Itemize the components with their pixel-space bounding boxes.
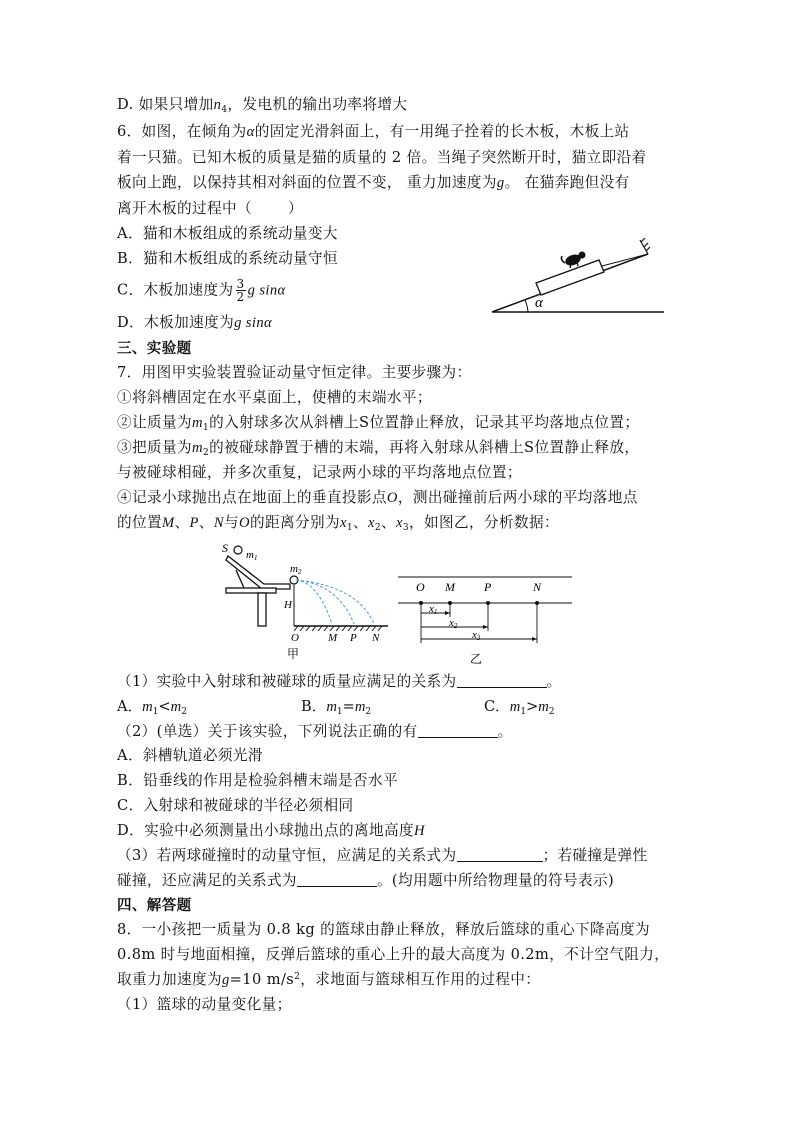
fraction-3-2	[236, 278, 246, 303]
q7-text: ，如图乙，分析数据：	[409, 514, 559, 531]
caption-yi: 乙	[470, 652, 483, 666]
label-n: N	[533, 580, 542, 594]
q6-option-a	[117, 224, 338, 244]
q6-text: 着一只猫。已知木板的质量是猫的质量的 2 倍。当绳子突然断开时，猫立即沿着	[117, 149, 647, 166]
q6-text: 的固定光滑斜面上，有一用绳子拴着的长木板，木板上站	[254, 123, 630, 140]
label-x2: x2	[449, 617, 458, 630]
sub: 2	[548, 707, 555, 717]
q5-option-d-prefix: D. 如果只增加	[117, 96, 214, 113]
q8-text: 取重力加速度为	[117, 971, 222, 988]
fraction-denominator: 2	[236, 290, 245, 304]
answer-blank[interactable]	[457, 847, 543, 862]
table-leg	[258, 593, 266, 626]
sep: 、	[381, 514, 396, 531]
option-label: C．	[484, 698, 510, 715]
label-m-point: M	[328, 632, 338, 644]
q6-option-d	[117, 313, 272, 333]
var-o: O	[386, 490, 398, 506]
q6-option-b-text: B．猫和木板组成的系统动量守恒	[117, 250, 339, 267]
var-m: m	[191, 415, 203, 431]
q7-part-2	[117, 722, 513, 742]
var-g: g	[496, 175, 505, 191]
q7-text: （2）(单选）关于该实验，下列说法正确的有	[117, 723, 418, 740]
angle-label-alpha: α	[535, 295, 543, 311]
q7-part-2-option-c	[117, 796, 353, 816]
label-o: O	[291, 632, 299, 644]
q7-step-4-cont	[117, 513, 559, 533]
q7-text: 碰撞，还应满足的关系式为	[117, 872, 297, 889]
incline-figure	[488, 238, 668, 318]
q7-text: 位置静止释放，	[534, 439, 640, 456]
angle-arc	[525, 300, 528, 312]
q7-text: ②让质量为	[117, 414, 192, 431]
q7-part-2-option-a	[117, 746, 263, 766]
var-o: O	[239, 515, 250, 531]
section-3-heading	[117, 339, 192, 359]
q6-line-1	[117, 122, 630, 142]
q8-line-1	[117, 920, 650, 940]
label-o: O	[416, 580, 425, 594]
q8-text: ，求地面与篮球相互作用的过程中：	[300, 971, 541, 988]
q6-line-4	[117, 199, 303, 219]
sub: 1	[152, 707, 159, 717]
q7-text: ①将斜槽固定在水平桌面上，使槽的末端水平；	[117, 389, 432, 406]
q7-text: ③把质量为	[117, 439, 192, 456]
chute	[226, 556, 290, 589]
q6-option-c-text: C．木板加速度为	[117, 281, 234, 299]
label-m2: m2	[290, 563, 302, 576]
q8-text: 8．一小孩把一质量为 0.8 kg 的篮球由静止释放，释放后篮球的重心下降高度为	[117, 921, 651, 938]
sub: 1	[336, 707, 343, 717]
q6-option-a-text: A．猫和木板组成的系统动量变大	[117, 225, 338, 242]
fraction-numerator: 3	[236, 277, 245, 291]
var-N: N	[213, 515, 225, 531]
op: <	[158, 698, 171, 715]
q8-part-1	[117, 995, 292, 1015]
q6-option-c	[117, 278, 286, 303]
label-p: P	[350, 632, 357, 644]
q7-text: （3）若两球碰撞时的动量守恒，应满足的关系式为	[117, 847, 457, 864]
sub: 3	[402, 523, 410, 533]
var-h: H	[413, 823, 425, 839]
dimension-arrows	[445, 611, 537, 641]
rope	[602, 254, 648, 266]
label-s: S	[222, 541, 228, 555]
wall-hatch	[640, 238, 650, 254]
q7-text: （1）实验中入射球和被碰球的质量应满足的关系为	[117, 673, 457, 690]
q6-text: 板向上跑，以保持其相对斜面的位置不变， 重力加速度为	[117, 174, 497, 191]
sub: 1	[520, 707, 527, 717]
q8-line-3	[117, 970, 540, 990]
q7-text: 与被碰球相碰，并多次重复，记录两小球的平均落地点位置；	[117, 464, 522, 481]
sub: 2	[365, 707, 372, 717]
op: =	[342, 698, 355, 715]
q7-text: 。(均用题中所给物理量的符号表示)	[376, 872, 615, 889]
apparatus-figure-jia	[218, 540, 393, 670]
sep: 、	[198, 514, 214, 531]
q7-text: 的位置	[117, 514, 162, 531]
sub: 2	[181, 707, 187, 717]
q5-option-d	[117, 95, 407, 115]
option-text: C．入射球和被碰球的半径必须相同	[117, 797, 354, 814]
q7-text: ，测出碰撞前后两小球的平均落地点	[397, 489, 638, 506]
var-x: x	[396, 515, 403, 531]
sub: 2	[374, 523, 381, 533]
q6-text: ）	[287, 200, 303, 217]
q8-text: （1）篮球的动量变化量；	[117, 996, 292, 1013]
q7-step-1	[117, 388, 432, 408]
option-text: D．实验中必须测量出小球抛出点的离地高度	[117, 822, 414, 839]
q7-text: 。	[546, 673, 562, 690]
q7-step-4	[117, 488, 638, 508]
sub: 2	[202, 448, 210, 458]
section-title: 四、解答题	[117, 898, 192, 914]
cat-icon	[561, 252, 585, 269]
incident-ball	[234, 546, 242, 554]
var-m: m	[142, 699, 153, 715]
q6-option-b	[117, 249, 338, 269]
q6-text: 离开木板的过程中（	[117, 200, 252, 217]
q7-text: 与	[224, 514, 240, 531]
expr-g-sin-alpha: g sinα	[234, 315, 273, 331]
var-m: m	[354, 699, 366, 715]
q6-line-2	[117, 148, 647, 168]
var-s: S	[523, 439, 535, 456]
label-m1: m1	[246, 549, 258, 562]
sep: 、	[174, 514, 190, 531]
q6-line-3	[117, 173, 630, 193]
var-m: m	[191, 440, 203, 456]
q7-part-1-option-c	[484, 697, 555, 717]
sep: 、	[352, 514, 368, 531]
sub: 1	[346, 523, 353, 533]
q6-text: 。 在猫奔跑但没有	[504, 174, 630, 191]
var-M: M	[161, 515, 175, 531]
option-label: A．	[117, 698, 143, 715]
q7-part-3	[117, 846, 648, 866]
caption-jia: 甲	[287, 647, 300, 661]
answer-blank[interactable]	[297, 872, 377, 887]
var-m: m	[509, 699, 521, 715]
q7-part-3-cont	[117, 871, 614, 891]
q8-text: 0.8m 时与地面相撞，反弹后篮球的重心上升的最大高度为 0.2m，不计空气阻力，	[117, 946, 670, 963]
q8-line-2	[117, 945, 669, 965]
label-h: H	[284, 599, 292, 611]
q7-step-3-cont	[117, 463, 522, 483]
var-n: n	[213, 97, 222, 113]
var-s: S	[359, 414, 370, 431]
var-x: x	[367, 515, 375, 531]
q8-text: =10 m/s	[229, 971, 295, 988]
section-4-heading	[117, 896, 192, 916]
q7-step-2	[117, 413, 639, 433]
q7-part-1-option-a	[117, 697, 187, 717]
q7-part-1	[117, 672, 562, 692]
q5-option-d-suffix: ，发电机的输出功率将增大	[227, 96, 408, 113]
q6-text: 6．如图，在倾角为	[117, 123, 247, 140]
label-m-point: M	[445, 580, 455, 594]
table-top	[226, 588, 276, 593]
q7-text: 。	[497, 723, 513, 740]
option-text: B．铅垂线的作用是检验斜槽末端是否水平	[117, 772, 399, 789]
landing-figure-yi	[396, 565, 576, 670]
q7-text: ；若碰撞是弹性	[542, 847, 648, 864]
var-alpha: α	[246, 124, 255, 140]
answer-blank[interactable]	[418, 723, 498, 738]
q7-text: ④记录小球抛出点在地面上的垂直投影点	[117, 489, 387, 506]
q7-part-1-option-b	[301, 697, 371, 717]
var-P: P	[189, 515, 199, 531]
var-g: g	[221, 972, 230, 988]
q7-text: 的入射球多次从斜槽上	[209, 414, 360, 431]
q7-part-2-option-d	[117, 821, 425, 841]
q7-part-2-option-b	[117, 771, 398, 791]
q7-text: 的距离分别为	[249, 514, 340, 531]
answer-blank[interactable]	[457, 673, 547, 688]
label-x1: x1	[429, 603, 438, 616]
label-x3: x3	[472, 629, 481, 642]
option-label: B．	[301, 698, 327, 715]
option-text: A．斜槽轨道必须光滑	[117, 747, 263, 764]
section-title: 三、实验题	[117, 341, 192, 357]
op: >	[526, 698, 539, 715]
var-m: m	[538, 699, 549, 715]
q7-step-3	[117, 438, 639, 458]
q6-option-d-text: D．木板加速度为	[117, 314, 235, 331]
sub: 1	[202, 423, 210, 433]
trajectories	[296, 580, 374, 624]
label-n: N	[372, 632, 380, 644]
sup: 2	[294, 972, 301, 982]
var-m: m	[326, 699, 337, 715]
q7-text: 的被碰球静置于槽的末端，再将入射球从斜槽上	[209, 439, 524, 456]
q7-text: 7．用图甲实验装置验证动量守恒定律。主要步骤为：	[117, 364, 472, 381]
var-n-sub: 4	[221, 105, 228, 115]
q7-text: 位置静止释放，记录其平均落地点位置；	[369, 414, 640, 431]
q7-intro	[117, 363, 472, 383]
var-m: m	[170, 699, 182, 715]
var-x: x	[339, 515, 347, 531]
label-p: P	[484, 580, 492, 594]
expr-g-sin-alpha: g sinα	[247, 282, 286, 299]
